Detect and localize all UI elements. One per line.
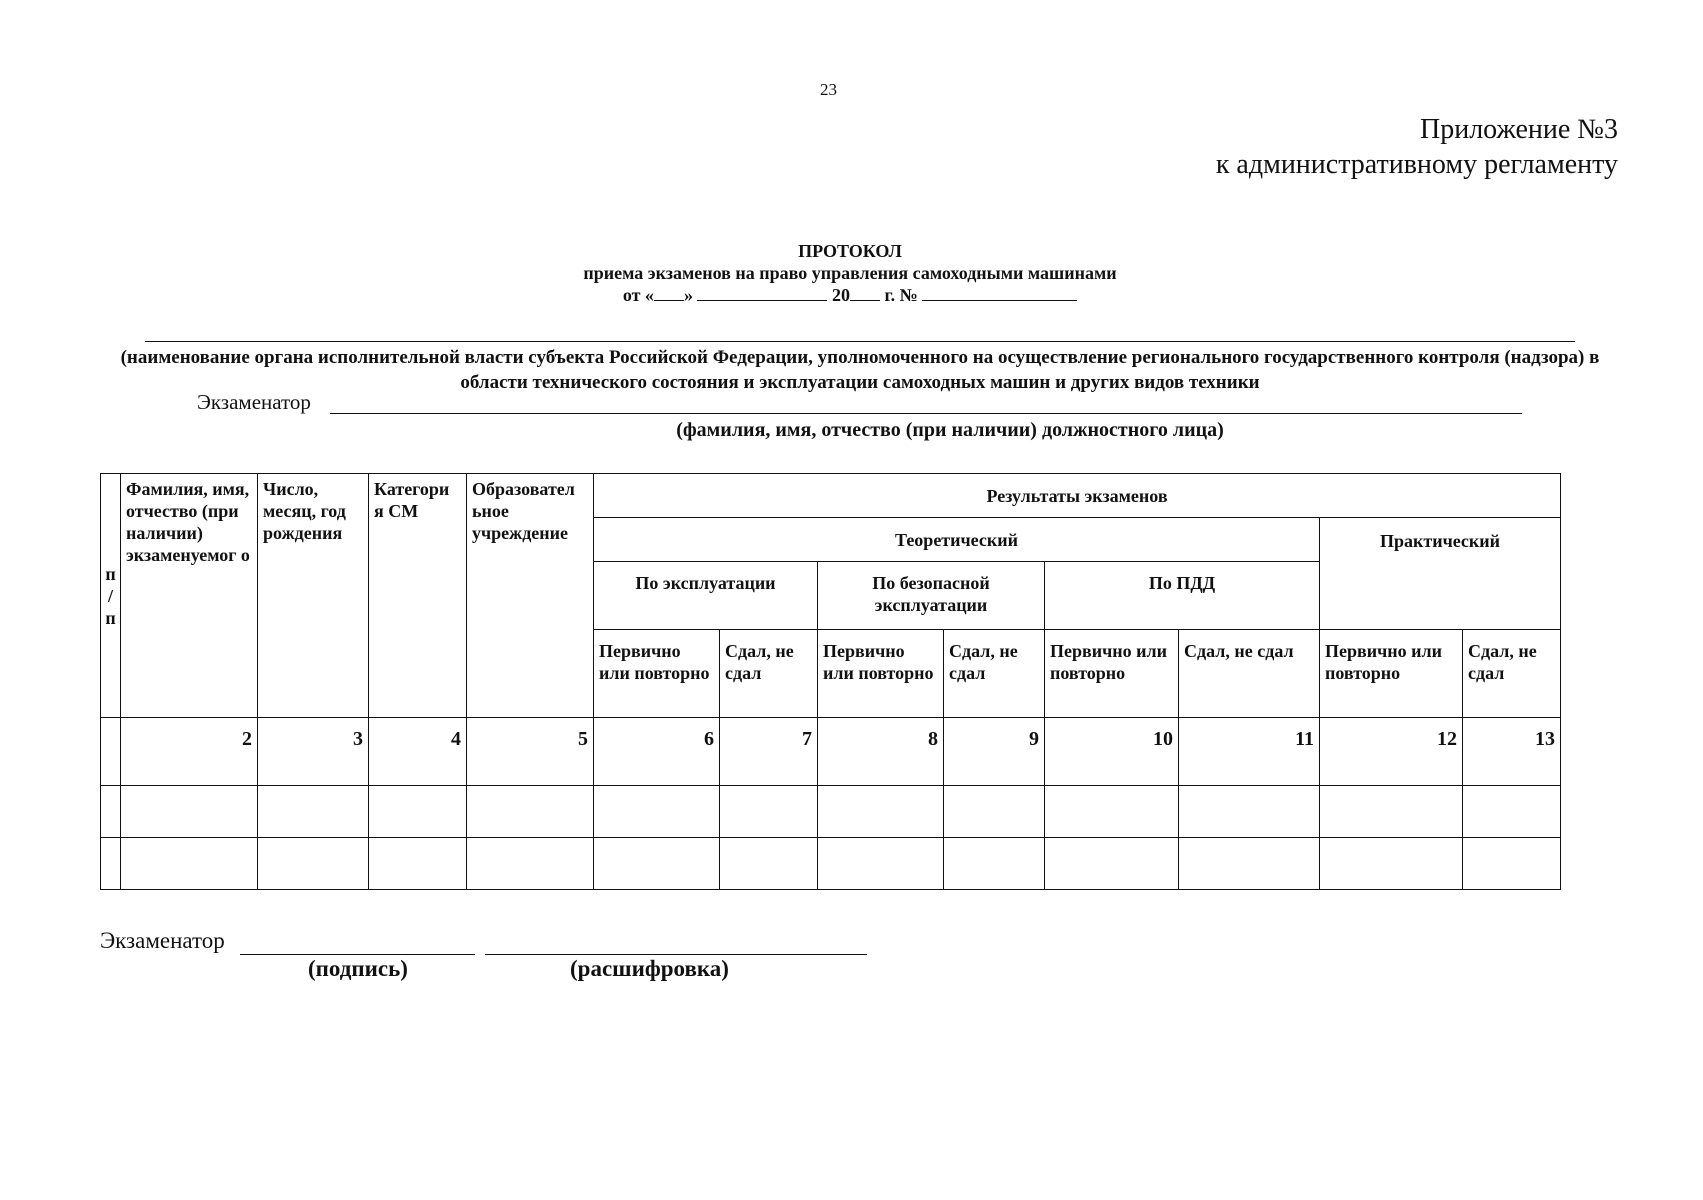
number-cell-12: 12 bbox=[1320, 718, 1463, 786]
table-cell[interactable] bbox=[818, 786, 944, 838]
date-from-label: от « bbox=[622, 285, 654, 305]
table-cell[interactable] bbox=[101, 838, 121, 890]
year-prefix: 20 bbox=[831, 285, 850, 305]
col-header-num: п / п bbox=[101, 474, 121, 718]
examiner-name-line[interactable] bbox=[330, 413, 1522, 414]
page-number: 23 bbox=[820, 80, 837, 99]
decode-caption: (расшифровка) bbox=[570, 956, 729, 981]
table-cell[interactable] bbox=[121, 838, 258, 890]
number-cell-11: 11 bbox=[1179, 718, 1320, 786]
header-theory: Теоретический bbox=[594, 518, 1320, 562]
date-quote-close: » bbox=[683, 285, 693, 305]
fio-caption: (фамилия, имя, отчество (при наличии) должностного лица) bbox=[676, 419, 1224, 441]
header-practice: Практический bbox=[1320, 518, 1561, 630]
table-cell[interactable] bbox=[594, 838, 720, 890]
subheader-c13: Сдал, не сдал bbox=[1463, 630, 1561, 718]
table-cell[interactable] bbox=[1179, 838, 1320, 890]
table-cell[interactable] bbox=[258, 786, 369, 838]
examiner-label: Экзаменатор bbox=[197, 390, 311, 414]
column-number-row bbox=[101, 718, 1561, 786]
subheader-c6: Первично или повторно bbox=[594, 630, 720, 718]
protocol-title-block bbox=[400, 240, 1300, 306]
protocol-number-blank[interactable] bbox=[922, 284, 1077, 301]
appendix-line-2: к административному регламенту bbox=[1215, 149, 1618, 180]
year-suffix: г. № bbox=[884, 285, 918, 305]
table-cell[interactable] bbox=[1045, 838, 1179, 890]
table-cell[interactable] bbox=[1463, 838, 1561, 890]
table-cell[interactable] bbox=[944, 838, 1045, 890]
month-blank[interactable] bbox=[697, 284, 827, 301]
table-cell[interactable] bbox=[1320, 838, 1463, 890]
signature-line[interactable] bbox=[240, 954, 475, 955]
table-cell[interactable] bbox=[467, 838, 594, 890]
table-cell[interactable] bbox=[121, 786, 258, 838]
subheader-c9: Сдал, не сдал bbox=[944, 630, 1045, 718]
table-cell[interactable] bbox=[1320, 786, 1463, 838]
subheader-c7: Сдал, не сдал bbox=[720, 630, 818, 718]
signature-caption: (подпись) bbox=[308, 956, 408, 981]
subheader-c8: Первично или повторно bbox=[818, 630, 944, 718]
org-caption: (наименование органа исполнительной власти субъекта Российской Федерации, уполномоченного на осуществление регионального государственного контроля (надзора) в области технического состояния и эксплуатации самоходных машин и других видов техники bbox=[120, 347, 1600, 393]
table-cell[interactable] bbox=[1045, 786, 1179, 838]
appendix-header bbox=[1216, 112, 1618, 182]
signature-examiner-label: Экзаменатор bbox=[100, 928, 225, 953]
number-cell-7: 7 bbox=[720, 718, 818, 786]
header-safe-operation: По безопасной эксплуатации bbox=[818, 562, 1045, 630]
table-cell[interactable] bbox=[101, 786, 121, 838]
protocol-title: ПРОТОКОЛ bbox=[798, 241, 902, 261]
col-header-fio: Фамилия, имя, отчество (при наличии) экзаменуемог о bbox=[121, 474, 258, 718]
header-results: Результаты экзаменов bbox=[594, 474, 1561, 518]
number-cell-6: 6 bbox=[594, 718, 720, 786]
table-cell[interactable] bbox=[944, 786, 1045, 838]
table-cell[interactable] bbox=[258, 838, 369, 890]
table-row bbox=[101, 838, 1561, 890]
number-cell-1 bbox=[101, 718, 121, 786]
table-cell[interactable] bbox=[1179, 786, 1320, 838]
org-name-line[interactable] bbox=[145, 341, 1575, 342]
number-cell-10: 10 bbox=[1045, 718, 1179, 786]
table-cell[interactable] bbox=[369, 838, 467, 890]
number-cell-5: 5 bbox=[467, 718, 594, 786]
protocol-date-line bbox=[400, 284, 1300, 306]
table-cell[interactable] bbox=[467, 786, 594, 838]
table-cell[interactable] bbox=[818, 838, 944, 890]
table-cell[interactable] bbox=[720, 786, 818, 838]
table-cell[interactable] bbox=[369, 786, 467, 838]
number-cell-2: 2 bbox=[121, 718, 258, 786]
day-blank[interactable] bbox=[654, 284, 684, 301]
exam-results-table bbox=[100, 473, 1561, 890]
appendix-line-1: Приложение №3 bbox=[1420, 114, 1618, 145]
protocol-subtitle: приема экзаменов на право управления самоходными машинами bbox=[583, 263, 1117, 283]
number-cell-9: 9 bbox=[944, 718, 1045, 786]
table-row bbox=[101, 786, 1561, 838]
year-blank[interactable] bbox=[850, 284, 880, 301]
number-cell-3: 3 bbox=[258, 718, 369, 786]
col-header-birth: Число, месяц, год рождения bbox=[258, 474, 369, 718]
signature-decode-line[interactable] bbox=[485, 954, 867, 955]
header-traffic-rules: По ПДД bbox=[1045, 562, 1320, 630]
number-cell-8: 8 bbox=[818, 718, 944, 786]
table-cell[interactable] bbox=[594, 786, 720, 838]
header-operation: По эксплуатации bbox=[594, 562, 818, 630]
subheader-c10: Первично или повторно bbox=[1045, 630, 1179, 718]
subheader-c12: Первично или повторно bbox=[1320, 630, 1463, 718]
col-header-school: Образовател ьное учреждение bbox=[467, 474, 594, 718]
subheader-c11: Сдал, не сдал bbox=[1179, 630, 1320, 718]
table-cell[interactable] bbox=[1463, 786, 1561, 838]
number-cell-13: 13 bbox=[1463, 718, 1561, 786]
col-header-category: Категори я СМ bbox=[369, 474, 467, 718]
number-cell-4: 4 bbox=[369, 718, 467, 786]
table-cell[interactable] bbox=[720, 838, 818, 890]
